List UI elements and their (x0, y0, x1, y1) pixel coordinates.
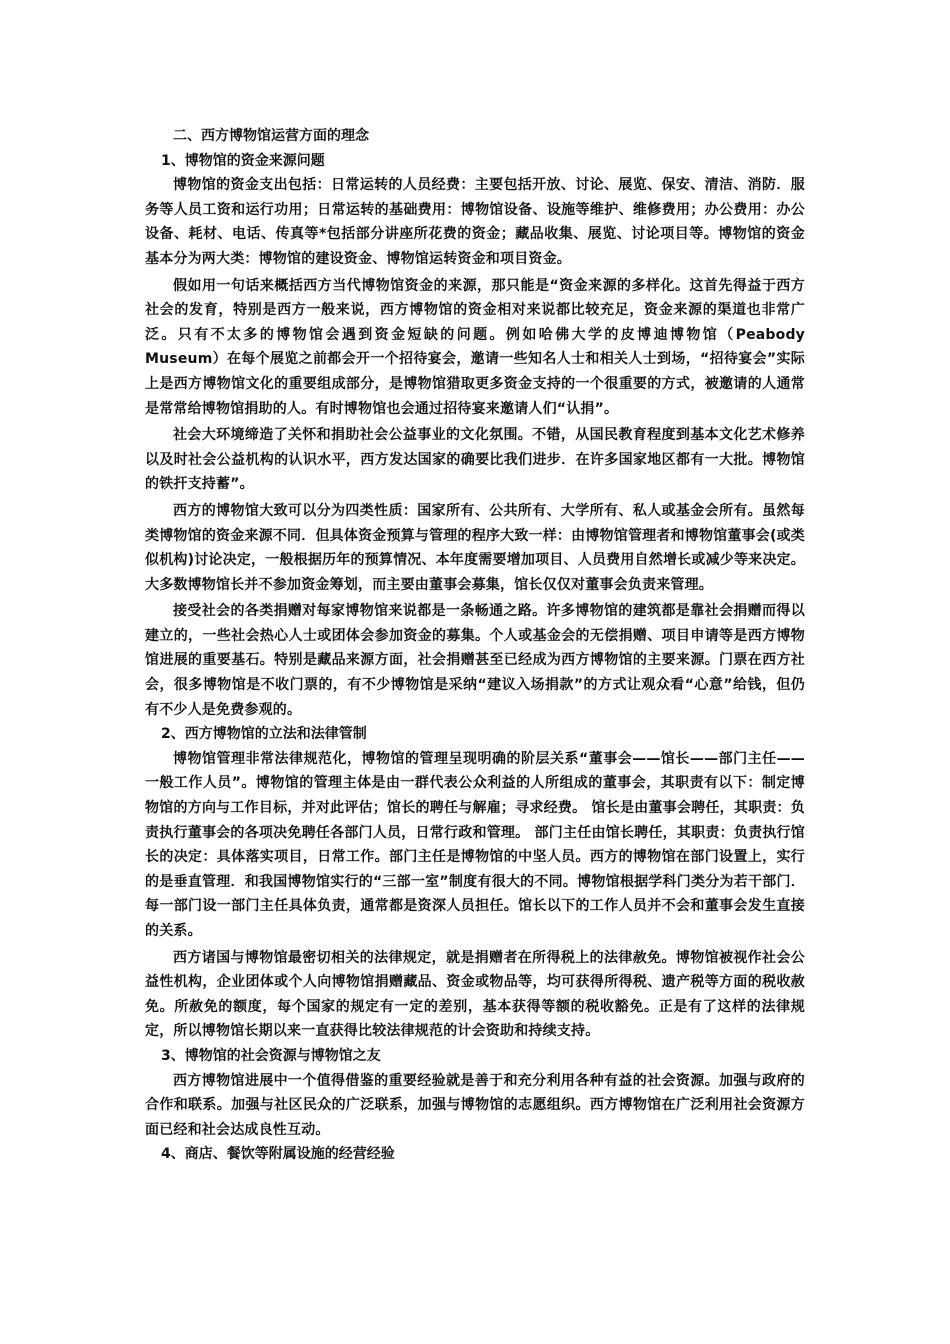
document-page (145, 124, 805, 1167)
paragraph-museum-types: 西方的博物馆大致可以分为四类性质：国家所有、公共所有、大学所有、私人或基金会所有。虽然每类博物馆的资金来源不同．但具体资金预算与管理的程序大致一样：由博物馆管理者和博物馆董事会(或类似机构)讨论决定，一般根据历年的预算情况、本年度需要增加项目、人员费用自然增长或减少等来决定。大多数博物馆长并不参加资金筹划，而主要由董事会募集，馆长仅仅对董事会负责来管理。 (145, 502, 805, 593)
section-title: 二、西方博物馆运营方面的理念 (173, 128, 369, 144)
paragraph-tax-exemption: 西方诸国与博物馆最密切相关的法律规定，就是捐赠者在所得税上的法律赦免。博物馆被视作社会公益性机构，企业团体或个人向博物馆捐赠藏品、资金或物品等，均可获得所得税、遗产税等方面的税收赦免。所赦免的额度，每个国家的规定有一定的差别，基本获得等额的税收豁免。正是有了这样的法律规定，所以博物馆长期以来一直获得比较法律规范的计会资助和持续支持。 (145, 949, 805, 1040)
subsection-heading-4: 4、商店、餐饮等附属设施的经营经验 (161, 1146, 395, 1163)
paragraph-management-structure: 博物馆管理非常法律规范化，博物馆的管理呈现明确的阶层关系“董事会——馆长——部门主任——一般工作人员”。博物馆的管理主体是由一群代表公众利益的人所组成的董事会，其职责有以下：制定博物馆的方向与工作目标，并对此评估；馆长的聘任与解雇；寻求经费。 馆长是由董事会聘任，其职责：负责执行董事会的各项决免聘任各部门人员，日常行政和管理。 部门主任由馆长聘任，其职责：负责执行馆长的决定：具体落实项目，日常工作。部门主任是博物馆的中坚人员。西方的博物馆在部门设置上，实行的是垂直管理．和我国博物馆实行的“三部一室”制度有很大的不同。博物馆根据学科门类分为若干部门．每一部门设一部门主任具体负责，通常都是资深人员担任。馆长以下的工作人员并不会和董事会发生直接的关系。 (145, 750, 805, 939)
paragraph-funding-expenses: 博物馆的资金支出包括：日常运转的人员经费：主要包括开放、讨论、展览、保安、清洁、消防．服务等人员工资和运行功用；日常运转的基础费用：博物馆设备、设施等维护、维修费用；办公费用：办公设备、耗材、电话、传真等*包括部分讲座所花费的资金；藏品收集、展览、讨论项目等。博物馆的资金基本分为两大类：博物馆的建设资金、博物馆运转资金和项目资金。 (145, 177, 805, 267)
paragraph-donations: 接受社会的各类捐赠对每家博物馆来说都是一条畅通之路。许多博物馆的建筑都是靠社会捐赠而得以建立的，一些社会热心人士或团体会参加资金的募集。个人或基金会的无偿捐赠、项目申请等是西方博物馆进展的重要基石。特别是藏品来源方面，社会捐赠甚至已经成为西方博物馆的主要来源。门票在西方社会，很多博物馆是不收门票的，有不少博物馆是采纳“建议入场捐款”的方式让观众看“心意”给钱，但仍有不少人是免费参观的。 (145, 603, 805, 718)
paragraph-social-resources: 西方博物馆进展中一个值得借鉴的重要经验就是善于和充分利用各种有益的社会资源。加强与政府的合作和联系。加强与社区民众的广泛联系，加强与博物馆的志愿组织。西方博物馆在广泛利用社会资源方面已经和社会达成良性互动。 (145, 1072, 805, 1138)
subsection-heading-1: 1、博物馆的资金来源问题 (161, 152, 325, 169)
paragraph-funding-sources: 假如用一句话来概括西方当代博物馆资金的来源，那只能是“资金来源的多样化。这首先得益于西方社会的发育，特别是西方一般来说，西方博物馆的资金相对来说都比较充足，资金来源的渠道也非常广泛。只有不太多的博物馆会遇到资金短缺的问题。例如哈佛大学的皮博迪博物馆（Peabody Museum）在每个展览之前都会开一个招待宴会，邀请一些知名人士和相关人士到场，“招待宴会”实际上是西方博物馆文化的重要组成部分，是博物馆猎取更多资金支持的一个很重要的方式，被邀请的人通常是常常给博物馆捐助的人。有时博物馆也会通过招待宴来邀请人们“认捐”。 (145, 277, 805, 417)
subsection-heading-2: 2、西方博物馆的立法和法律管制 (161, 726, 367, 743)
paragraph-social-environment: 社会大环境缔造了关怀和捐助社会公益事业的文化氛围。不错，从国民教育程度到基本文化艺术修养以及时社会公益机构的认识水平，西方发达国家的确要比我们进步．在许多国家地区都有一大批。博物馆的铁扞支持蓄”。 (145, 427, 805, 493)
subsection-heading-3: 3、博物馆的社会资源与博物馆之友 (161, 1047, 381, 1064)
